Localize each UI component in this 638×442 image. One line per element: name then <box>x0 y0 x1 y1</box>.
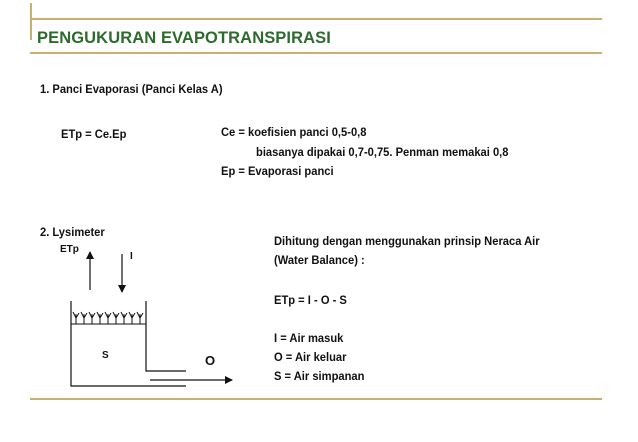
section1-def-line1: Ce = koefisien panci 0,5-0,8 <box>221 125 367 139</box>
diagram-label-etp: ETp <box>60 244 79 255</box>
legend-i: I = Air masuk <box>274 331 344 345</box>
section2-desc-line2: (Water Balance) : <box>274 253 365 267</box>
lysimeter-right-wall <box>146 301 186 371</box>
slide-title: PENGUKURAN EVAPOTRANSPIRASI <box>37 29 331 47</box>
diagram-label-o: O <box>205 353 216 368</box>
plant-icons <box>73 312 143 324</box>
diagram-label-s: S <box>102 350 109 361</box>
section1-def-line3: Ep = Evaporasi panci <box>221 164 334 178</box>
legend-o: O = Air keluar <box>274 350 347 364</box>
water-balance-equation: ETp = I - O - S <box>274 293 347 307</box>
section1-formula: ETp = Ce.Ep <box>61 127 127 141</box>
legend-s: S = Air simpanan <box>274 369 365 383</box>
section2-heading: 2. Lysimeter <box>40 225 105 239</box>
section1-heading: 1. Panci Evaporasi (Panci Kelas A) <box>40 82 223 96</box>
lysimeter-container <box>71 301 186 386</box>
section1-def-line2: biasanya dipakai 0,7-0,75. Penman memakai 0,8 <box>256 145 509 159</box>
diagram-label-i: I <box>130 251 133 262</box>
section2-desc-line1: Dihitung dengan menggunakan prinsip Neraca Air <box>274 234 540 248</box>
